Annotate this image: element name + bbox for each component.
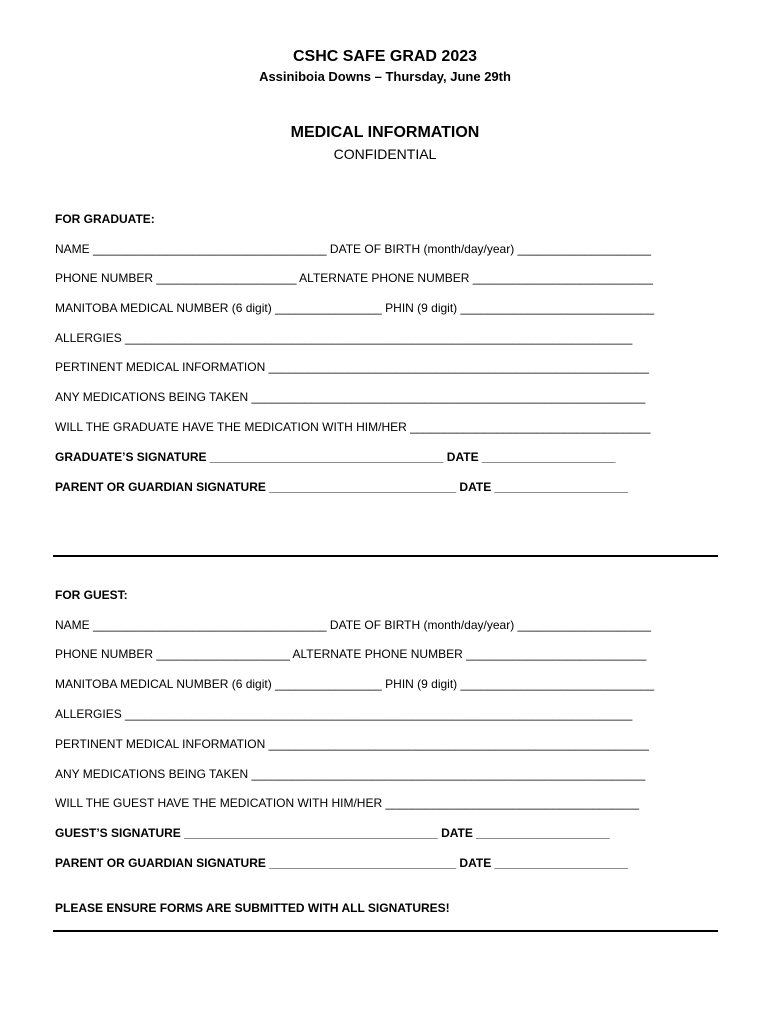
guest-medical-number-field[interactable]: MANITOBA MEDICAL NUMBER (6 digit) ________________ PHIN (9 digit) _____________________________ (55, 677, 655, 691)
event-subtitle: Assiniboia Downs – Thursday, June 29th (259, 69, 511, 84)
graduate-signature-field[interactable]: GRADUATE’S SIGNATURE ___________________________________ DATE ____________________ (55, 450, 616, 464)
footer-divider (53, 930, 718, 932)
submission-notice: PLEASE ENSURE FORMS ARE SUBMITTED WITH ALL SIGNATURES! (55, 901, 450, 915)
graduate-medications-field[interactable]: ANY MEDICATIONS BEING TAKEN ___________________________________________________________ (55, 390, 646, 404)
section-divider (53, 555, 718, 557)
guest-heading: FOR GUEST: (55, 588, 128, 602)
graduate-name-field[interactable]: NAME ___________________________________ DATE OF BIRTH (month/day/year) ____________________ (55, 242, 651, 256)
graduate-medication-with-field[interactable]: WILL THE GRADUATE HAVE THE MEDICATION WITH HIM/HER ____________________________________ (55, 420, 651, 434)
guest-medications-field[interactable]: ANY MEDICATIONS BEING TAKEN ___________________________________________________________ (55, 767, 646, 781)
guest-medication-with-field[interactable]: WILL THE GUEST HAVE THE MEDICATION WITH HIM/HER ______________________________________ (55, 796, 640, 810)
graduate-allergies-field[interactable]: ALLERGIES ____________________________________________________________________________ (55, 331, 633, 345)
guest-allergies-field[interactable]: ALLERGIES ____________________________________________________________________________ (55, 707, 633, 721)
guest-pertinent-info-field[interactable]: PERTINENT MEDICAL INFORMATION _________________________________________________________ (55, 737, 649, 751)
graduate-heading: FOR GRADUATE: (55, 212, 155, 226)
guest-signature-field[interactable]: GUEST’S SIGNATURE ______________________________________ DATE ____________________ (55, 826, 610, 840)
guest-parent-signature-field[interactable]: PARENT OR GUARDIAN SIGNATURE ____________________________ DATE ____________________ (55, 856, 629, 870)
graduate-phone-field[interactable]: PHONE NUMBER _____________________ ALTERNATE PHONE NUMBER ___________________________ (55, 271, 653, 285)
guest-name-field[interactable]: NAME ___________________________________ DATE OF BIRTH (month/day/year) ____________________ (55, 618, 651, 632)
graduate-medical-number-field[interactable]: MANITOBA MEDICAL NUMBER (6 digit) ________________ PHIN (9 digit) _____________________________ (55, 301, 655, 315)
graduate-parent-signature-field[interactable]: PARENT OR GUARDIAN SIGNATURE ____________________________ DATE ____________________ (55, 480, 629, 494)
form-title: MEDICAL INFORMATION (290, 124, 480, 141)
graduate-pertinent-info-field[interactable]: PERTINENT MEDICAL INFORMATION _________________________________________________________ (55, 360, 649, 374)
confidential-label: CONFIDENTIAL (333, 146, 437, 162)
guest-phone-field[interactable]: PHONE NUMBER ____________________ ALTERNATE PHONE NUMBER ___________________________ (55, 647, 647, 661)
event-title: CSHC SAFE GRAD 2023 (292, 48, 478, 65)
